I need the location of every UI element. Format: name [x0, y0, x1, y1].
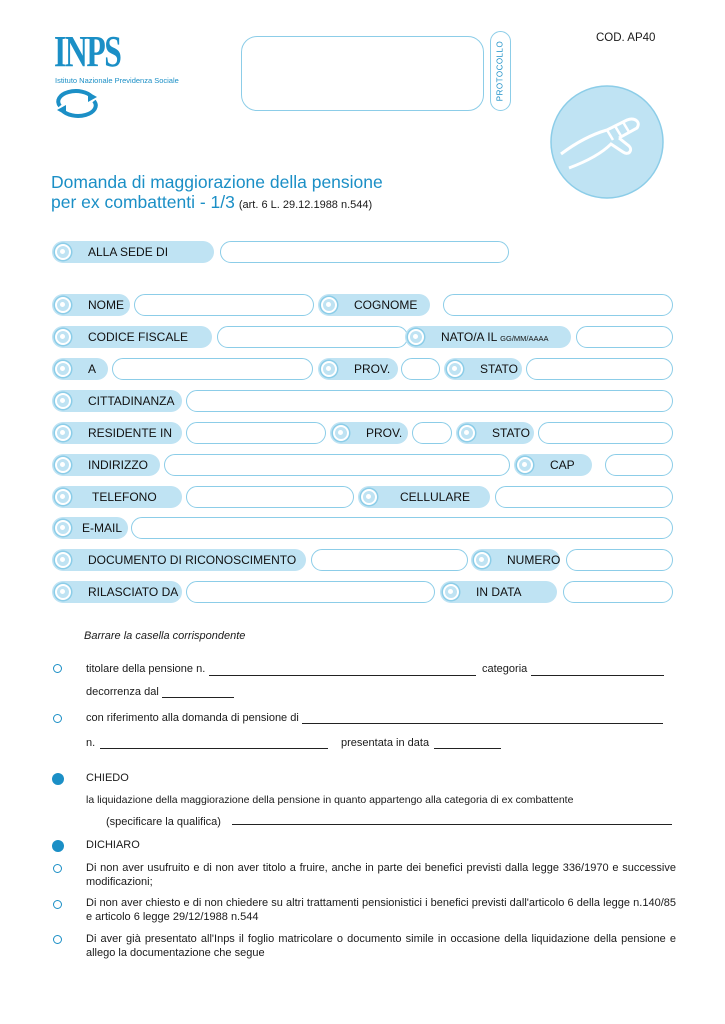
- cellulare-input[interactable]: [495, 486, 673, 508]
- recycle-arrows-icon: [52, 88, 102, 118]
- dichiaro-item-3: Di aver già presentato all'Inps il foglio matricolare o documento simile in occasione della liquidazione della pensione e allego la documentazione che segue: [86, 933, 676, 959]
- stato-residenza-input[interactable]: [538, 422, 673, 444]
- label-prov-nascita: PROV.: [318, 358, 398, 380]
- dichiaro-item-2: Di non aver chiesto e di non chiedere su altri trattamenti pensionistici i benefici previsti dall'articolo 6 della legge n.140/85 e articolo 6 legge 29/12/1988 n.544: [86, 897, 676, 923]
- sede-input[interactable]: [220, 241, 509, 263]
- label-sede: ALLA SEDE DI: [52, 241, 214, 263]
- form-code: COD. AP40: [596, 32, 656, 44]
- dichiaro-heading: DICHIARO: [86, 839, 140, 851]
- protocol-label: PROTOCOLLO: [495, 40, 505, 102]
- label-cittadinanza: CITTADINANZA: [52, 390, 182, 412]
- label-numero: NUMERO: [471, 549, 560, 571]
- n-label: n.: [86, 737, 96, 749]
- email-input[interactable]: [131, 517, 673, 539]
- telefono-input[interactable]: [186, 486, 354, 508]
- label-codice-fiscale: CODICE FISCALE: [52, 326, 212, 348]
- prov-nascita-input[interactable]: [401, 358, 440, 380]
- residente-input[interactable]: [186, 422, 326, 444]
- label-cognome: COGNOME: [318, 294, 430, 316]
- categoria-label: categoria: [482, 663, 528, 675]
- instruction-note: Barrare la casella corrispondente: [84, 630, 246, 642]
- qualifica-line[interactable]: [232, 824, 672, 825]
- indirizzo-input[interactable]: [164, 454, 510, 476]
- rilasciato-input[interactable]: [186, 581, 435, 603]
- dichiaro-item-1: Di non aver usufruito e di non aver titolo a fruire, anche in parte dei benefici previsti dalla legge 336/1970 e successive modificazioni;: [86, 862, 676, 888]
- logo-subtitle: Istituto Nazionale Previdenza Sociale: [55, 76, 179, 85]
- dichiaro-3-checkbox[interactable]: [53, 935, 62, 944]
- label-rilasciato: RILASCIATO DA: [52, 581, 182, 603]
- codice-fiscale-input[interactable]: [217, 326, 408, 348]
- label-indirizzo: INDIRIZZO: [52, 454, 160, 476]
- n-line[interactable]: [100, 748, 328, 749]
- presentata-line[interactable]: [434, 748, 501, 749]
- label-cellulare: CELLULARE: [358, 486, 490, 508]
- riferimento-label: con riferimento alla domanda di pensione di: [86, 712, 299, 724]
- data-nascita-input[interactable]: [576, 326, 673, 348]
- label-in-data: IN DATA: [440, 581, 557, 603]
- presentata-label: presentata in data: [341, 737, 430, 749]
- decorrenza-line[interactable]: [162, 697, 234, 698]
- label-cap: CAP: [514, 454, 592, 476]
- form-title-line2: [51, 192, 372, 213]
- cap-input[interactable]: [605, 454, 673, 476]
- cittadinanza-input[interactable]: [186, 390, 673, 412]
- cognome-input[interactable]: [443, 294, 673, 316]
- prov-residenza-input[interactable]: [412, 422, 452, 444]
- riferimento-checkbox[interactable]: [53, 714, 62, 723]
- label-documento: DOCUMENTO DI RICONOSCIMENTO: [52, 549, 306, 571]
- label-stato-nascita: STATO: [444, 358, 522, 380]
- stato-nascita-input[interactable]: [526, 358, 673, 380]
- titolare-label: titolare della pensione n.: [86, 663, 206, 675]
- riferimento-line[interactable]: [302, 723, 663, 724]
- label-telefono: TELEFONO: [52, 486, 182, 508]
- form-title-line1: Domanda di maggiorazione della pensione: [51, 172, 383, 192]
- label-residente: RESIDENTE IN: [52, 422, 182, 444]
- dichiaro-bullet: [52, 840, 64, 852]
- nome-input[interactable]: [134, 294, 314, 316]
- label-nato-il: NATO/A IL GG/MM/AAAA: [405, 326, 571, 348]
- chiedo-text: la liquidazione della maggiorazione della pensione in quanto appartengo alla categoria di ex combattente: [86, 794, 574, 806]
- titolare-line[interactable]: [209, 675, 476, 676]
- label-email: E-MAIL: [52, 517, 128, 539]
- label-prov-residenza: PROV.: [330, 422, 408, 444]
- titolare-checkbox[interactable]: [53, 664, 62, 673]
- qualifica-label: (specificare la qualifica): [106, 816, 221, 828]
- label-luogo-nascita: A: [52, 358, 108, 380]
- in-data-input[interactable]: [563, 581, 673, 603]
- categoria-line[interactable]: [531, 675, 664, 676]
- inps-logo: INPS: [54, 27, 121, 76]
- documento-input[interactable]: [311, 549, 468, 571]
- luogo-nascita-input[interactable]: [112, 358, 313, 380]
- dichiaro-2-checkbox[interactable]: [53, 900, 62, 909]
- label-stato-residenza: STATO: [456, 422, 534, 444]
- handshake-emblem-icon: [549, 84, 665, 200]
- dichiaro-1-checkbox[interactable]: [53, 864, 62, 873]
- chiedo-bullet: [52, 773, 64, 785]
- law-reference: (art. 6 L. 29.12.1988 n.544): [238, 199, 373, 211]
- label-nome: NOME: [52, 294, 130, 316]
- form-title-text: per ex combattenti - 1/3: [51, 192, 235, 212]
- chiedo-heading: CHIEDO: [86, 772, 129, 784]
- numero-input[interactable]: [566, 549, 673, 571]
- protocol-box[interactable]: [241, 36, 484, 111]
- decorrenza-label: decorrenza dal: [86, 686, 159, 698]
